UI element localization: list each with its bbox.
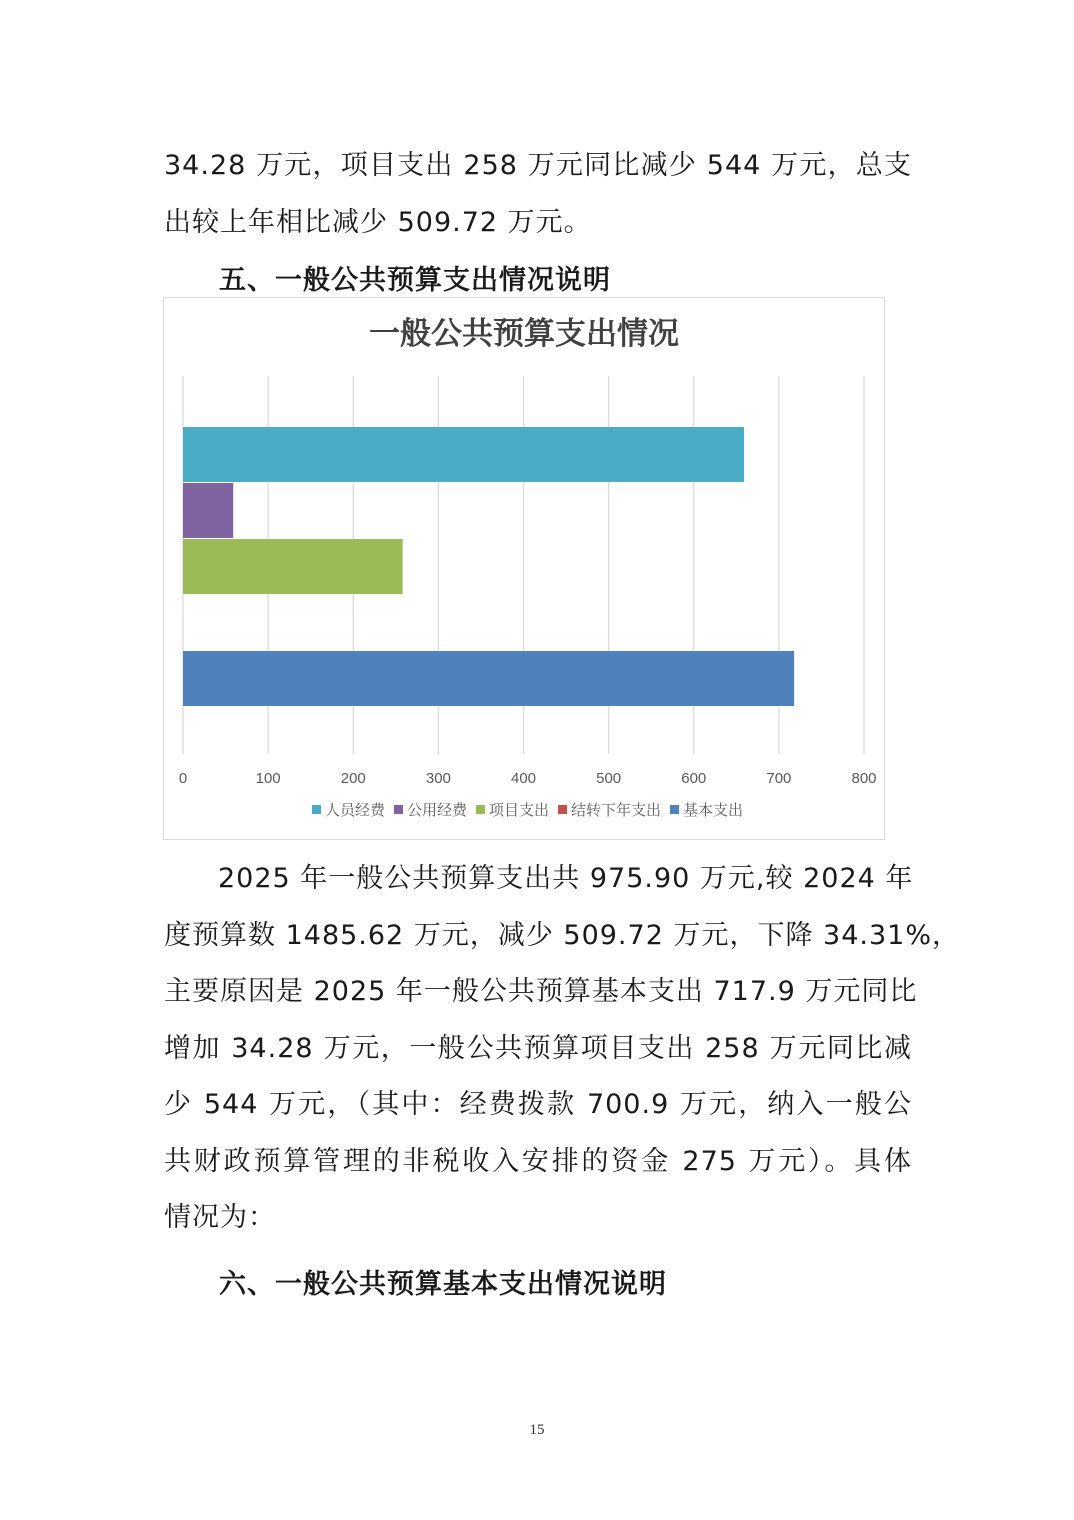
text-line: 2025 年一般公共预算支出共 975.90 万元,较 2024 年 — [218, 863, 914, 894]
chart-tick-label: 100 — [255, 770, 281, 787]
section-heading: 五、一般公共预算支出情况说明 — [219, 265, 611, 296]
text-line: 34.28 万元，项目支出 258 万元同比减少 544 万元，总支 — [164, 150, 912, 181]
section-heading: 六、一般公共预算基本支出情况说明 — [219, 1269, 667, 1300]
legend-swatch — [312, 805, 321, 814]
bar-chart — [163, 297, 885, 840]
legend-swatch — [558, 805, 567, 814]
chart-title: 一般公共预算支出情况 — [369, 316, 679, 352]
chart-tick-label: 500 — [596, 770, 622, 787]
chart-tick-label: 800 — [851, 770, 877, 787]
chart-tick-label: 700 — [766, 770, 792, 787]
text-line: 共财政预算管理的非税收入安排的资金 275 万元）。具体 — [164, 1145, 912, 1177]
chart-tick-label: 300 — [425, 770, 451, 787]
legend-swatch — [394, 805, 403, 814]
text-line: 度预算数 1485.62 万元，减少 509.72 万元，下降 34.31%， — [164, 919, 960, 951]
chart-bar — [183, 539, 403, 594]
legend-label: 结转下年支出 — [571, 801, 662, 819]
legend-label: 人员经费 — [325, 801, 386, 819]
text-line: 情况为： — [164, 1202, 276, 1233]
legend-swatch — [476, 805, 485, 814]
chart-tick-label: 0 — [178, 770, 188, 787]
chart-bar — [183, 651, 794, 706]
main-paragraph — [164, 851, 960, 1247]
chart-tick-label: 600 — [681, 770, 707, 787]
chart-legend — [312, 801, 743, 819]
legend-label: 项目支出 — [489, 801, 550, 819]
top-paragraph — [164, 138, 912, 251]
legend-label: 公用经费 — [407, 801, 468, 819]
chart-bars — [183, 427, 794, 706]
chart-bar — [183, 427, 744, 482]
chart-canvas — [164, 298, 884, 839]
text-line: 少 544 万元，（其中：经费拨款 700.9 万元，纳入一般公 — [164, 1089, 912, 1120]
legend-swatch — [670, 805, 679, 814]
text-line: 出较上年相比减少 509.72 万元。 — [164, 206, 592, 238]
text-line: 主要原因是 2025 年一般公共预算基本支出 717.9 万元同比 — [164, 976, 918, 1007]
chart-tick-label: 400 — [510, 770, 537, 787]
text-line: 增加 34.28 万元，一般公共预算项目支出 258 万元同比减 — [164, 1032, 912, 1064]
chart-bar — [183, 483, 233, 538]
legend-label: 基本支出 — [683, 801, 744, 819]
chart-x-ticks — [179, 770, 877, 787]
page-number: 15 — [529, 1422, 545, 1438]
chart-tick-label: 200 — [340, 770, 366, 787]
